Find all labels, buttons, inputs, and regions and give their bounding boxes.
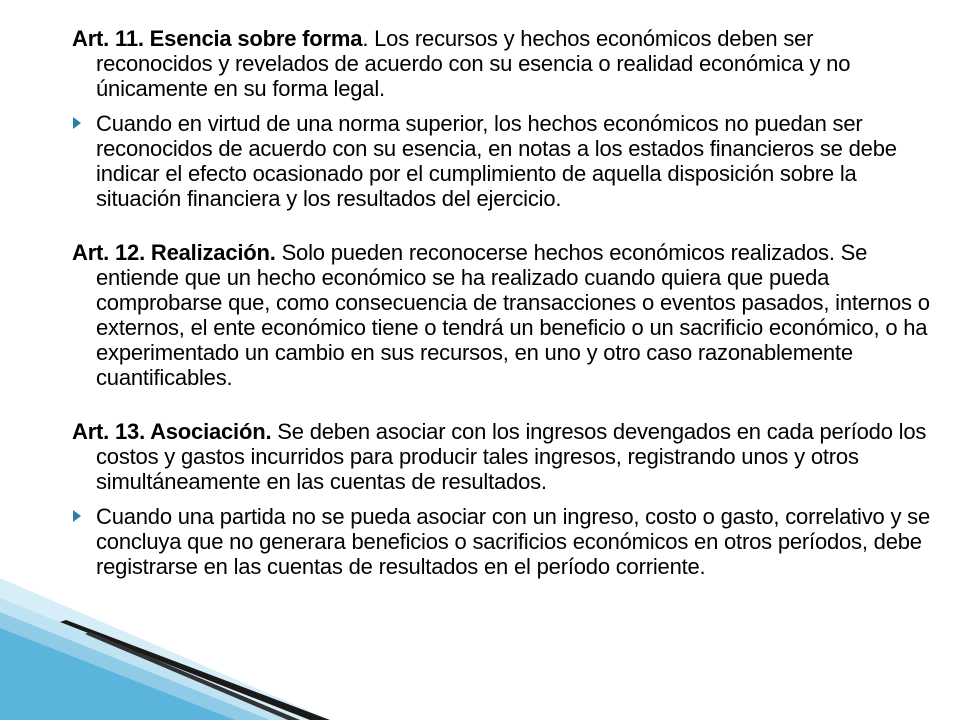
triangle-right-icon <box>72 510 82 522</box>
article-12-body: Solo pueden reconocerse hechos económicos realizados. Se entiende que un hecho económico se ha realizado cuando quiera que pueda comprobarse que, como consecuencia de transacciones o eventos pasados, internos o externos, el ente económico tiene o tendrá un beneficio o un sacrificio económico, o ha experimentado un cambio en sus recursos, en uno y otro caso razonablemente cuantificables. <box>96 240 930 390</box>
article-12-heading: Art. 12. Realización. <box>72 240 276 265</box>
slide-content <box>72 26 932 579</box>
article-11-body: . Los recursos y hechos económicos deben ser reconocidos y revelados de acuerdo con su esencia o realidad económica y no únicamente en su forma legal. <box>96 26 851 101</box>
triangle-right-icon <box>72 117 82 129</box>
article-13 <box>72 419 932 494</box>
article-11-bullet <box>72 111 932 211</box>
article-13-bullet <box>72 504 932 579</box>
article-13-bullet-text: Cuando una partida no se pueda asociar con un ingreso, costo o gasto, correlativo y se concluya que no generara beneficios o sacrificios económicos en otros períodos, debe registrarse en las cuentas de resultados en el período corriente. <box>96 504 931 579</box>
article-12 <box>72 240 932 390</box>
article-11-heading: Art. 11. Esencia sobre forma <box>72 26 363 51</box>
article-11 <box>72 26 932 101</box>
article-13-body: Se deben asociar con los ingresos devengados en cada período los costos y gastos incurridos para producir tales ingresos, registrando unos y otros simultáneamente en las cuentas de resultados. <box>96 419 927 494</box>
article-11-bullet-text: Cuando en virtud de una norma superior, los hechos económicos no puedan ser reconocidos de acuerdo con su esencia, en notas a los estados financieros se debe indicar el efecto ocasionado por el cumplimiento de aquella disposición sobre la situación financiera y los resultados del ejercicio. <box>96 111 897 211</box>
article-13-heading: Art. 13. Asociación. <box>72 419 272 444</box>
